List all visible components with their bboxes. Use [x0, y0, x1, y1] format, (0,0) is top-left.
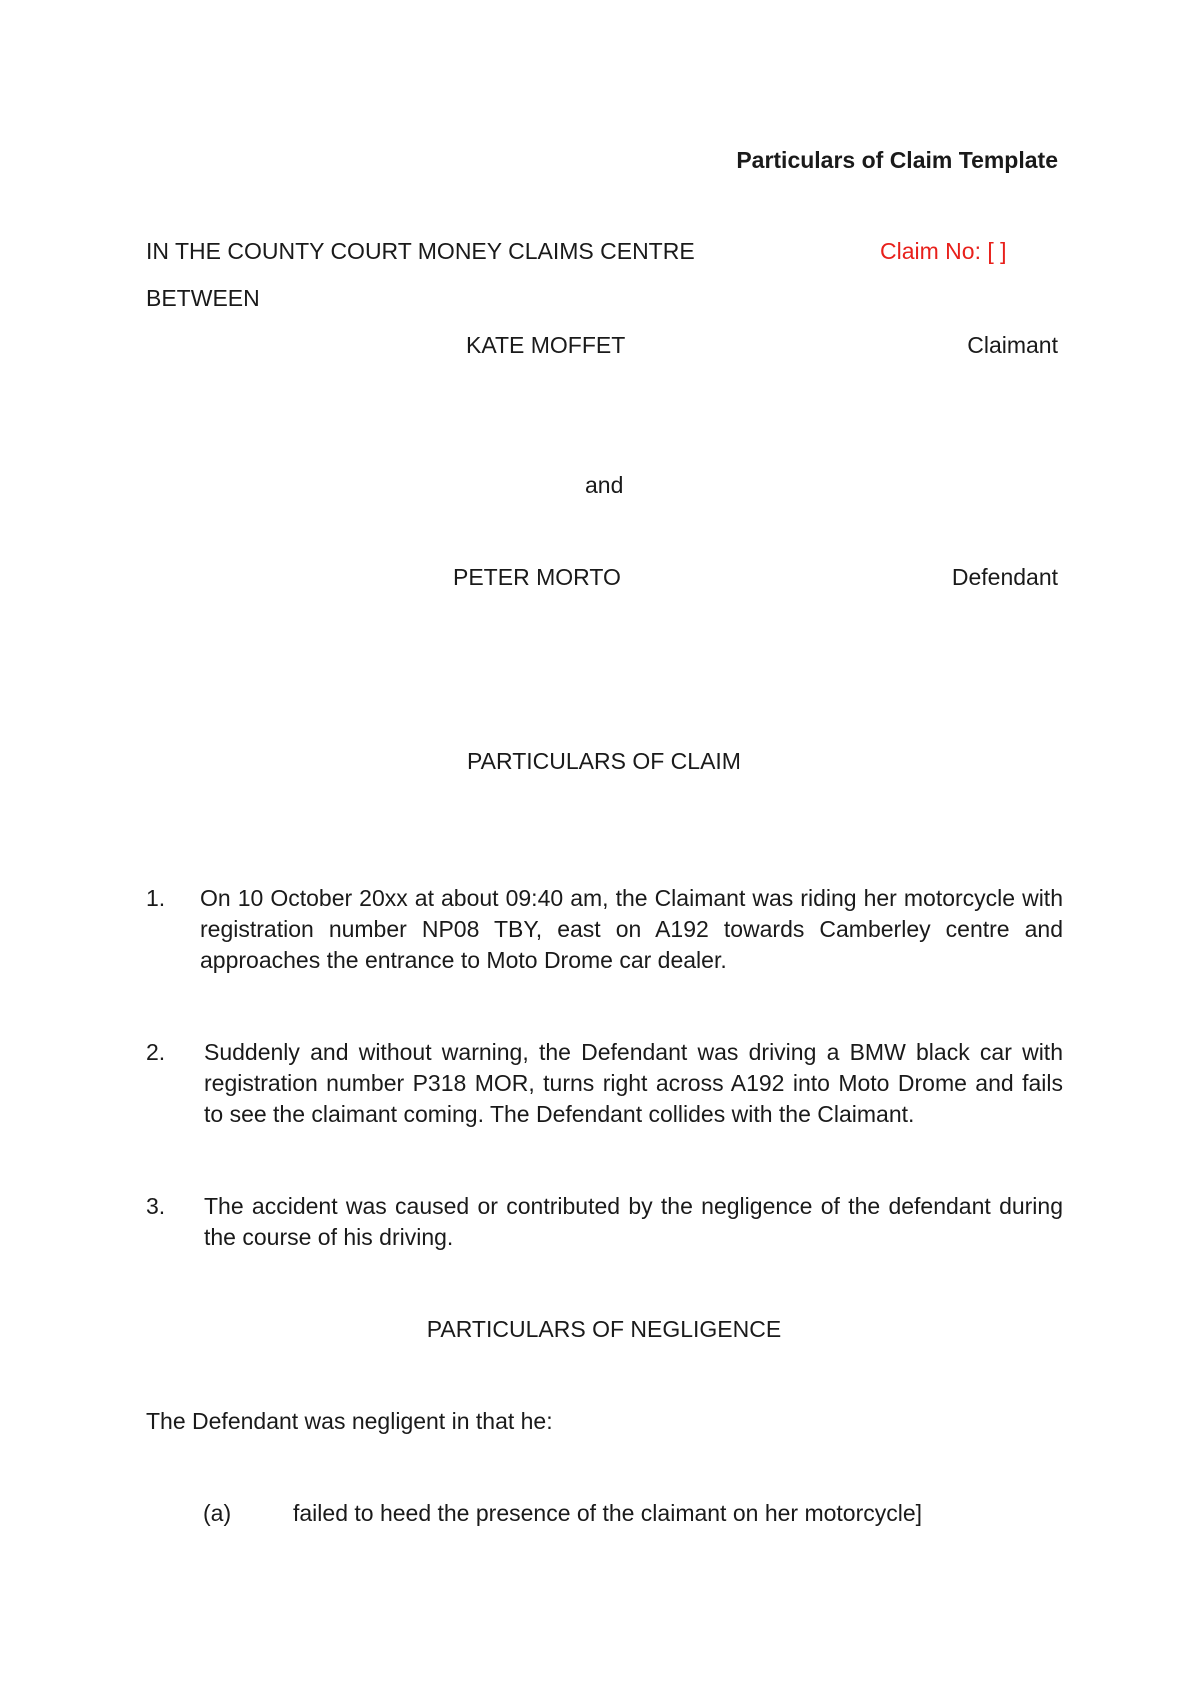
claim-paragraph [146, 883, 1063, 976]
particulars-of-claim-heading: PARTICULARS OF CLAIM [467, 748, 741, 774]
particulars-of-negligence-heading: PARTICULARS OF NEGLIGENCE [426, 1316, 782, 1342]
paragraph-number: 3. [146, 1193, 166, 1219]
paragraph-text: The accident was caused or contributed by the negligence of the defendant during the course of his driving. [204, 1193, 1063, 1250]
claim-number: Claim No: [ ] [880, 238, 1007, 264]
claimant-role: Claimant [967, 332, 1058, 358]
paragraph-number: 2. [146, 1039, 166, 1065]
negligence-intro: The Defendant was negligent in that he: [146, 1408, 553, 1434]
and-separator: and [585, 472, 624, 498]
paragraph-text: Suddenly and without warning, the Defendant was driving a BMW black car with registration number P318 MOR, turns right across A192 into Moto Drome and fails to see the claimant coming. The Defendant collides with the Claimant. [204, 1039, 1063, 1127]
negligence-item-text: failed to heed the presence of the claimant on her motorcycle] [293, 1500, 923, 1526]
document-title: Particulars of Claim Template [736, 147, 1058, 173]
claim-paragraph [146, 1191, 1063, 1253]
claim-paragraph [146, 1037, 1063, 1130]
between-label: BETWEEN [146, 285, 260, 311]
defendant-role: Defendant [951, 564, 1058, 590]
court-name: IN THE COUNTY COURT MONEY CLAIMS CENTRE [146, 238, 695, 264]
paragraph-text: On 10 October 20xx at about 09:40 am, the Claimant was riding her motorcycle with registration number NP08 TBY, east on A192 towards Camberley centre and approaches the entrance to Moto Drome car dealer. [200, 885, 1063, 973]
paragraph-number: 1. [146, 885, 166, 911]
defendant-name: PETER MORTO [453, 564, 621, 590]
negligence-item-label: (a) [203, 1500, 232, 1526]
claimant-name: KATE MOFFET [466, 332, 626, 358]
